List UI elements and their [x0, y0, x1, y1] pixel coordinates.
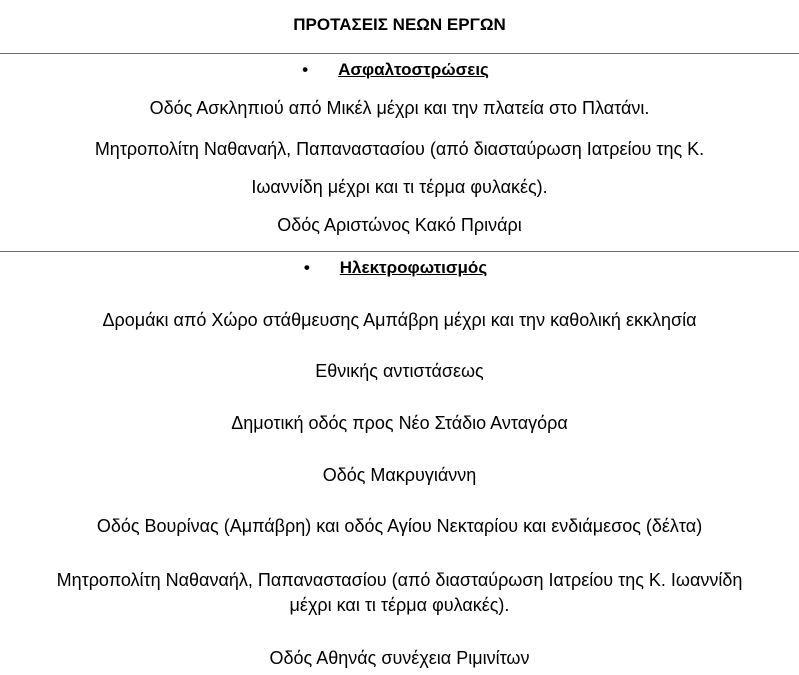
asphalt-item: Οδός Ασκληπιού από Μικέλ μέχρι και την πλατεία στο Πλατάνι. [149, 98, 650, 118]
section-divider [0, 251, 799, 252]
document-title: ΠΡΟΤΑΣΕΙΣ ΝΕΩΝ ΕΡΓΩΝ [293, 15, 506, 34]
bullet-icon: • [302, 60, 309, 79]
lighting-item: Δρομάκι από Χώρο στάθμευσης Αμπάβρη μέχρι και την καθολική εκκλησία [102, 310, 697, 330]
section-divider [0, 53, 799, 54]
section-heading-label: Ασφαλτοστρώσεις [338, 60, 489, 79]
lighting-item: Οδός Βουρίνας (Αμπάβρη) και οδός Αγίου Νεκταρίου και ενδιάμεσος (δέλτα) [96, 516, 703, 536]
lighting-item: Δημοτική οδός προς Νέο Στάδιο Ανταγόρα [231, 413, 568, 433]
section-heading-asphalt [0, 59, 799, 81]
asphalt-item: Ιωαννίδη μέχρι και τι τέρμα φυλακές). [251, 177, 548, 197]
lighting-item: μέχρι και τι τέρμα φυλακές). [289, 595, 510, 615]
section-heading-lighting [0, 257, 799, 279]
asphalt-item: Οδός Αριστώνος Κακό Πρινάρι [277, 215, 522, 235]
lighting-item: Οδός Αθηνάς συνέχεια Ριμινίτων [269, 648, 530, 668]
lighting-item: Εθνικής αντιστάσεως [315, 361, 484, 381]
asphalt-item: Μητροπολίτη Ναθαναήλ, Παπαναστασίου (από διασταύρωση Ιατρείου της Κ. [94, 139, 705, 159]
lighting-item: Μητροπολίτη Ναθαναήλ, Παπαναστασίου (από διασταύρωση Ιατρείου της Κ. Ιωαννίδη [56, 570, 743, 590]
lighting-item: Οδός Μακρυγιάννη [322, 465, 477, 485]
section-heading-label: Ηλεκτροφωτισμός [339, 258, 488, 277]
bullet-icon: • [303, 258, 310, 277]
